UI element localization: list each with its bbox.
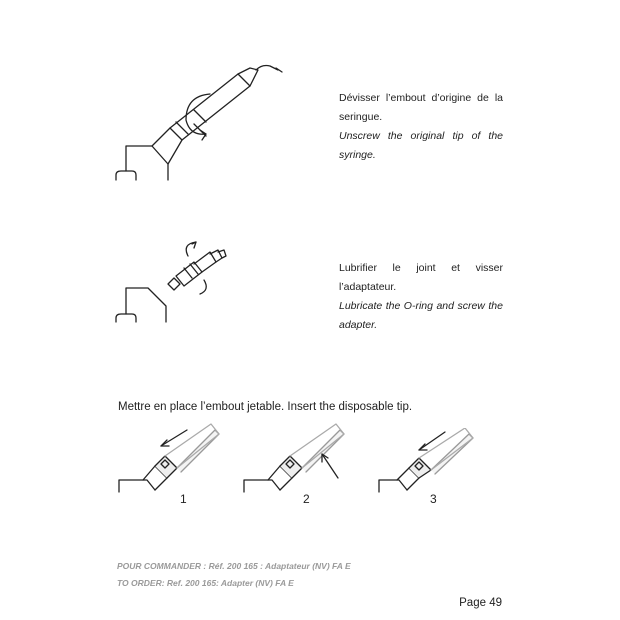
insert-step-1-number: 1 bbox=[180, 492, 187, 506]
order-reference-french: POUR COMMANDER : Réf. 200 165 : Adaptateur (NV) FA E bbox=[117, 561, 351, 571]
insert-step-3-number: 3 bbox=[430, 492, 437, 506]
step-1-french: Dévisser l’embout d’origine de la seringue. bbox=[339, 92, 503, 123]
insert-step-1-illustration bbox=[115, 420, 225, 495]
step-2-english: Lubricate the O-ring and screw the adapter. bbox=[339, 300, 503, 331]
insert-step-2-illustration bbox=[240, 420, 350, 495]
step-1-text bbox=[339, 89, 503, 165]
step-1-english: Unscrew the original tip of the syringe. bbox=[339, 130, 503, 161]
insert-step-3-illustration bbox=[375, 428, 485, 498]
step-2-text bbox=[339, 259, 503, 335]
insert-tip-heading: Mettre en place l’embout jetable. Insert the disposable tip. bbox=[118, 401, 413, 413]
insert-step-2-number: 2 bbox=[303, 492, 310, 506]
screw-adapter-illustration bbox=[110, 240, 240, 326]
order-reference-english: TO ORDER: Ref. 200 165: Adapter (NV) FA E bbox=[117, 578, 294, 588]
page-number: Page 49 bbox=[459, 597, 502, 609]
step-2-french: Lubrifier le joint et visser l’adaptateur. bbox=[339, 262, 503, 293]
unscrew-tip-illustration bbox=[110, 60, 310, 185]
